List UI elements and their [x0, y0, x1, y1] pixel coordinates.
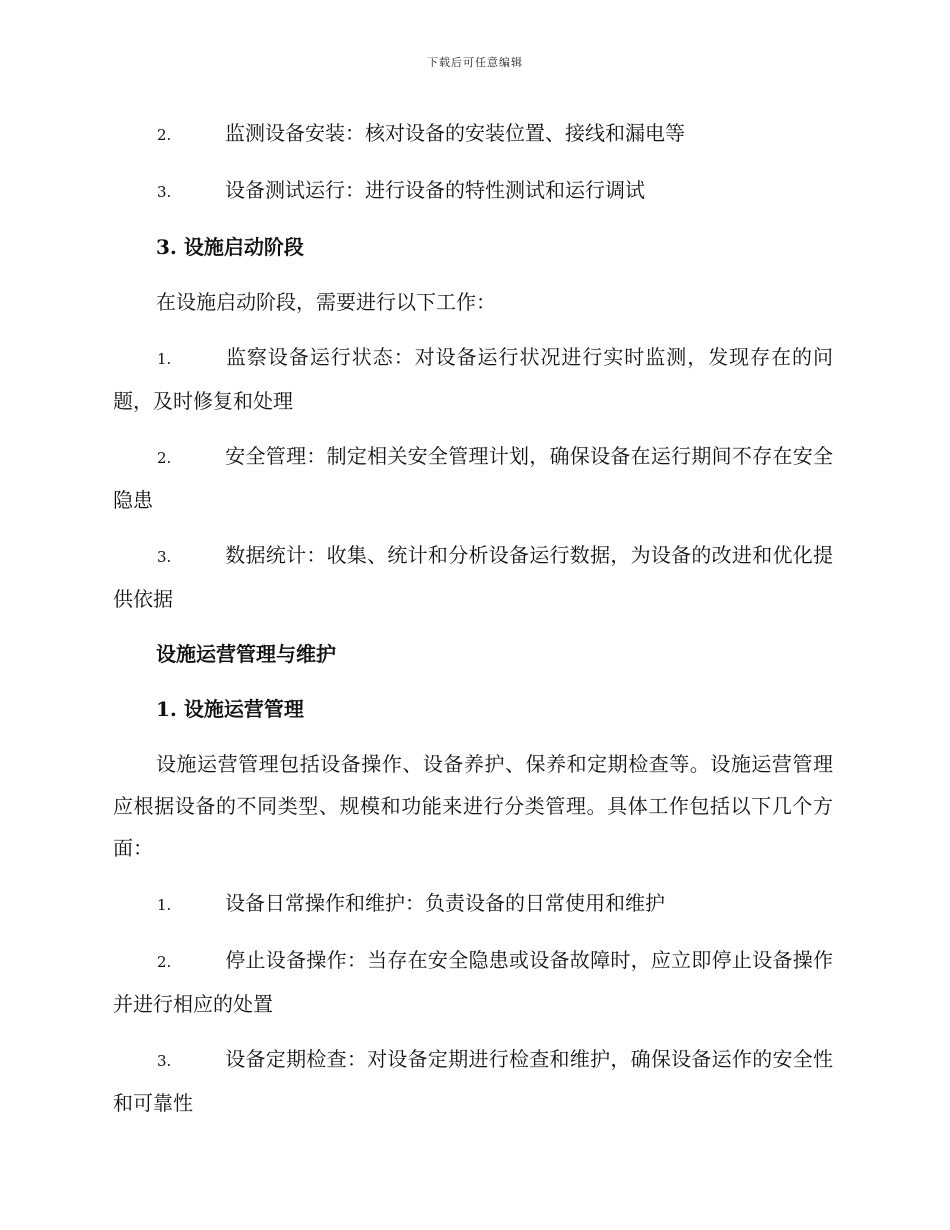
- list-number: 1.: [157, 896, 172, 914]
- list-number: 2.: [157, 449, 172, 467]
- list-text: 数据统计：收集、统计和分析设备运行数据，为设备的改进和优化提供依据: [113, 543, 833, 611]
- list-number: 3.: [157, 1052, 172, 1070]
- document-body: [113, 112, 833, 1137]
- list-text: 监测设备安装：核对设备的安装位置、接线和漏电等: [225, 121, 685, 145]
- list-item: [113, 112, 833, 156]
- list-item: [113, 435, 833, 521]
- list-number: 3.: [157, 183, 172, 201]
- list-text: 设备定期检查：对设备定期进行检查和维护，确保设备运作的安全性和可靠性: [113, 1047, 833, 1115]
- list-number: 3.: [157, 548, 172, 566]
- list-text: 停止设备操作：当存在安全隐患或设备故障时，应立即停止设备操作并进行相应的处置: [113, 948, 833, 1016]
- list-number: 2.: [157, 953, 172, 971]
- list-item: [113, 1038, 833, 1124]
- paragraph: 设施运营管理包括设备操作、设备养护、保养和定期检查等。设施运营管理应根据设备的不同类型、规模和功能来进行分类管理。具体工作包括以下几个方面：: [113, 752, 833, 860]
- paragraph: 在设施启动阶段，需要进行以下工作：: [156, 290, 496, 314]
- section-heading: 设施运营管理与维护: [156, 642, 336, 666]
- list-item: [113, 534, 833, 620]
- list-number: 2.: [157, 126, 172, 144]
- header-note: 下载后可任意编辑: [427, 56, 523, 69]
- list-item: [113, 882, 833, 926]
- list-text: 设备日常操作和维护：负责设备的日常使用和维护: [225, 891, 665, 915]
- list-number: 1.: [157, 350, 172, 368]
- section-heading: 3. 设施启动阶段: [156, 235, 304, 259]
- list-text: 安全管理：制定相关安全管理计划，确保设备在运行期间不存在安全隐患: [113, 444, 833, 512]
- list-item: [113, 336, 833, 422]
- list-text: 监察设备运行状态：对设备运行状况进行实时监测，发现存在的问题，及时修复和处理: [113, 345, 833, 413]
- list-item: [113, 939, 833, 1025]
- list-text: 设备测试运行：进行设备的特性测试和运行调试: [225, 178, 645, 202]
- subsection-heading: 1. 设施运营管理: [156, 697, 304, 721]
- list-item: [113, 169, 833, 213]
